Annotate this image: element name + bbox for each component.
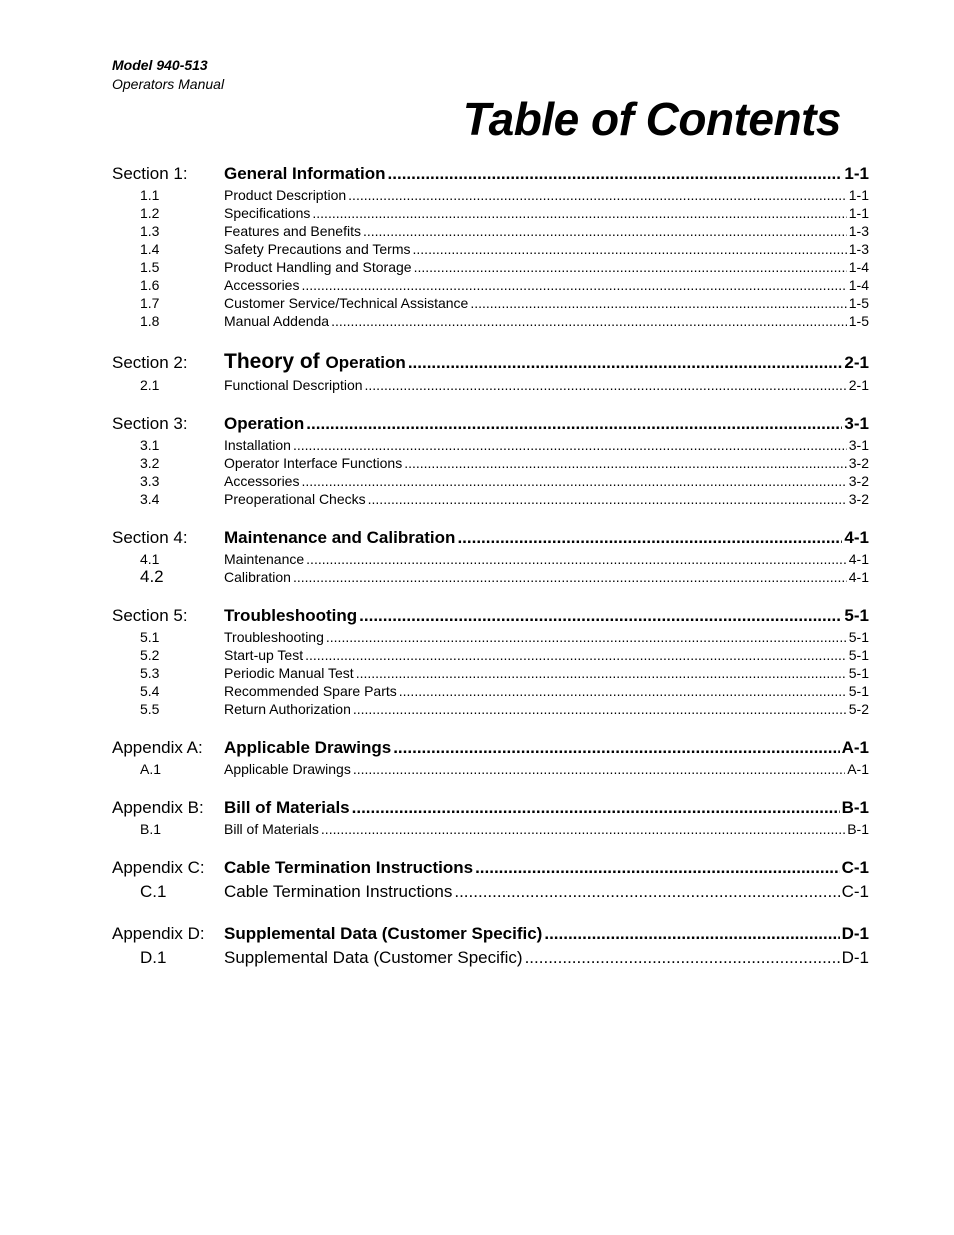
- entry-page: 3-2: [848, 473, 869, 489]
- entry-page: 1-3: [848, 223, 869, 239]
- entry-number: C.1: [140, 882, 167, 901]
- entry-number: 1.3: [140, 223, 160, 239]
- section-page: D-1: [841, 924, 869, 943]
- toc-entry[interactable]: [112, 682, 869, 700]
- section-label: Appendix C:: [112, 858, 205, 877]
- section-title-part: Operation: [325, 353, 406, 372]
- section-page: 1-1: [844, 164, 869, 183]
- toc-entry[interactable]: [112, 204, 869, 222]
- section-page: 3-1: [844, 414, 869, 433]
- toc-entry[interactable]: [112, 628, 869, 646]
- toc-section-5: [112, 604, 869, 718]
- page-title: Table of Contents: [462, 93, 841, 145]
- entry-title: Supplemental Data (Customer Specific): [224, 948, 523, 967]
- section-label: Section 3:: [112, 414, 188, 433]
- toc-entry[interactable]: [112, 312, 869, 330]
- entry-number: 5.5: [140, 701, 160, 717]
- entry-title: Cable Termination Instructions: [224, 882, 453, 901]
- entry-page: D-1: [841, 948, 869, 967]
- toc-entry[interactable]: [112, 240, 869, 258]
- entry-title: Applicable Drawings: [224, 761, 351, 777]
- entry-title: Troubleshooting: [224, 629, 324, 645]
- toc-entry[interactable]: [112, 760, 869, 778]
- section-title: Supplemental Data (Customer Specific): [224, 924, 543, 943]
- table-of-contents: [112, 162, 869, 988]
- toc-section-heading[interactable]: [112, 412, 869, 436]
- entry-title: Preoperational Checks: [224, 491, 366, 507]
- toc-section-2: [112, 348, 869, 394]
- section-label: Section 1:: [112, 164, 188, 183]
- entry-number: 5.2: [140, 647, 160, 663]
- entry-title: Recommended Spare Parts: [224, 683, 397, 699]
- entry-number: 5.3: [140, 665, 160, 681]
- entry-page: 3-2: [848, 455, 869, 471]
- toc-section-3: [112, 412, 869, 508]
- section-page: A-1: [841, 738, 869, 757]
- entry-number: 5.1: [140, 629, 160, 645]
- entry-title: Specifications: [224, 205, 311, 221]
- entry-title: Operator Interface Functions: [224, 455, 403, 471]
- entry-page: B-1: [847, 821, 869, 837]
- section-page: 2-1: [844, 353, 869, 372]
- section-page: 5-1: [844, 606, 869, 625]
- toc-section-heading[interactable]: [112, 526, 869, 550]
- toc-section-heading[interactable]: [112, 922, 869, 946]
- entry-number: 3.1: [140, 437, 160, 453]
- entry-number: 1.6: [140, 277, 160, 293]
- toc-section-heading[interactable]: [112, 162, 869, 186]
- entry-title: Accessories: [224, 277, 300, 293]
- entry-page: 1-5: [848, 295, 869, 311]
- entry-title: Maintenance: [224, 551, 305, 567]
- section-title: Cable Termination Instructions: [224, 858, 474, 877]
- entry-page: 1-4: [848, 259, 869, 275]
- entry-number: 1.7: [140, 295, 160, 311]
- document-header: [112, 56, 224, 94]
- section-title: Bill of Materials: [224, 798, 350, 817]
- entry-page: 5-1: [848, 665, 869, 681]
- toc-section-4: [112, 526, 869, 586]
- section-title-part: Theory of: [224, 350, 326, 373]
- entry-number: 5.4: [140, 683, 160, 699]
- entry-number: D.1: [140, 948, 167, 967]
- entry-title: Product Description: [224, 187, 347, 203]
- entry-title: Safety Precautions and Terms: [224, 241, 411, 257]
- entry-title: Periodic Manual Test: [224, 665, 354, 681]
- section-title: General Information: [224, 164, 386, 183]
- toc-section-heading[interactable]: [112, 796, 869, 820]
- entry-page: 1-3: [848, 241, 869, 257]
- section-page: 4-1: [844, 528, 869, 547]
- entry-page: 4-1: [848, 551, 869, 567]
- section-title: Maintenance and Calibration: [224, 528, 456, 547]
- toc-entry[interactable]: [112, 294, 869, 312]
- toc-entry[interactable]: [112, 186, 869, 204]
- entry-page: 2-1: [848, 377, 869, 393]
- section-label: Section 5:: [112, 606, 188, 625]
- entry-page: 3-2: [848, 491, 869, 507]
- entry-page: 1-1: [848, 205, 869, 221]
- entry-page: 1-4: [848, 277, 869, 293]
- toc-entry[interactable]: [112, 376, 869, 394]
- entry-title: Accessories: [224, 473, 300, 489]
- toc-entry[interactable]: [112, 946, 869, 970]
- toc-entry[interactable]: [112, 454, 869, 472]
- toc-appendix-c: [112, 856, 869, 904]
- section-title: [224, 348, 406, 377]
- toc-section-heading[interactable]: [112, 736, 869, 760]
- section-label: Section 4:: [112, 528, 188, 547]
- toc-section-heading[interactable]: [112, 856, 869, 880]
- toc-entry[interactable]: [112, 820, 869, 838]
- toc-appendix-a: [112, 736, 869, 778]
- section-page: C-1: [841, 858, 869, 877]
- entry-number: 1.8: [140, 313, 160, 329]
- toc-section-heading[interactable]: [112, 348, 869, 376]
- entry-title: Product Handling and Storage: [224, 259, 412, 275]
- toc-appendix-b: [112, 796, 869, 838]
- entry-number: 1.2: [140, 205, 160, 221]
- entry-number: 3.4: [140, 491, 160, 507]
- entry-page: 5-2: [848, 701, 869, 717]
- entry-title: Manual Addenda: [224, 313, 330, 329]
- toc-entry[interactable]: [112, 258, 869, 276]
- toc-section-1: [112, 162, 869, 330]
- toc-appendix-d: [112, 922, 869, 970]
- toc-entry[interactable]: [112, 472, 869, 490]
- entry-number: 2.1: [140, 377, 160, 393]
- entry-title: Return Authorization: [224, 701, 351, 717]
- entry-title: Calibration: [224, 569, 291, 585]
- section-label: Appendix B:: [112, 798, 204, 817]
- entry-title: Customer Service/Technical Assistance: [224, 295, 469, 311]
- entry-page: 4-1: [848, 569, 869, 585]
- toc-entry[interactable]: [112, 276, 869, 294]
- toc-entry[interactable]: [112, 436, 869, 454]
- section-title: Troubleshooting: [224, 606, 358, 625]
- entry-page: 1-1: [848, 187, 869, 203]
- entry-page: 5-1: [848, 683, 869, 699]
- section-label: Appendix D:: [112, 924, 205, 943]
- entry-page: 5-1: [848, 647, 869, 663]
- toc-entry[interactable]: [112, 222, 869, 240]
- entry-page: A-1: [847, 761, 869, 777]
- entry-title: Features and Benefits: [224, 223, 361, 239]
- toc-entry[interactable]: [112, 550, 869, 568]
- entry-page: 5-1: [848, 629, 869, 645]
- entry-number: 1.1: [140, 187, 160, 203]
- entry-number: 4.2: [140, 567, 164, 586]
- entry-number: A.1: [140, 761, 162, 777]
- toc-entry[interactable]: [112, 880, 869, 904]
- toc-entry[interactable]: [112, 646, 869, 664]
- entry-number: 3.3: [140, 473, 160, 489]
- section-title: Applicable Drawings: [224, 738, 392, 757]
- model-number: Model 940-513: [112, 57, 208, 73]
- toc-entry[interactable]: [112, 700, 869, 718]
- entry-title: Bill of Materials: [224, 821, 319, 837]
- entry-number: 3.2: [140, 455, 160, 471]
- entry-number: 1.5: [140, 259, 160, 275]
- entry-title: Functional Description: [224, 377, 363, 393]
- section-title: Operation: [224, 414, 305, 433]
- entry-page: 1-5: [848, 313, 869, 329]
- toc-entry[interactable]: [112, 568, 869, 586]
- toc-entry[interactable]: [112, 664, 869, 682]
- section-page: B-1: [841, 798, 869, 817]
- entry-number: 4.1: [140, 551, 160, 567]
- manual-subtitle: Operators Manual: [112, 76, 225, 92]
- entry-title: Start-up Test: [224, 647, 304, 663]
- toc-section-heading[interactable]: [112, 604, 869, 628]
- entry-title: Installation: [224, 437, 291, 453]
- entry-page: 3-1: [848, 437, 869, 453]
- section-label: Section 2:: [112, 353, 188, 372]
- section-label: Appendix A:: [112, 738, 203, 757]
- entry-number: B.1: [140, 821, 162, 837]
- entry-page: C-1: [841, 882, 869, 901]
- entry-number: 1.4: [140, 241, 160, 257]
- toc-entry[interactable]: [112, 490, 869, 508]
